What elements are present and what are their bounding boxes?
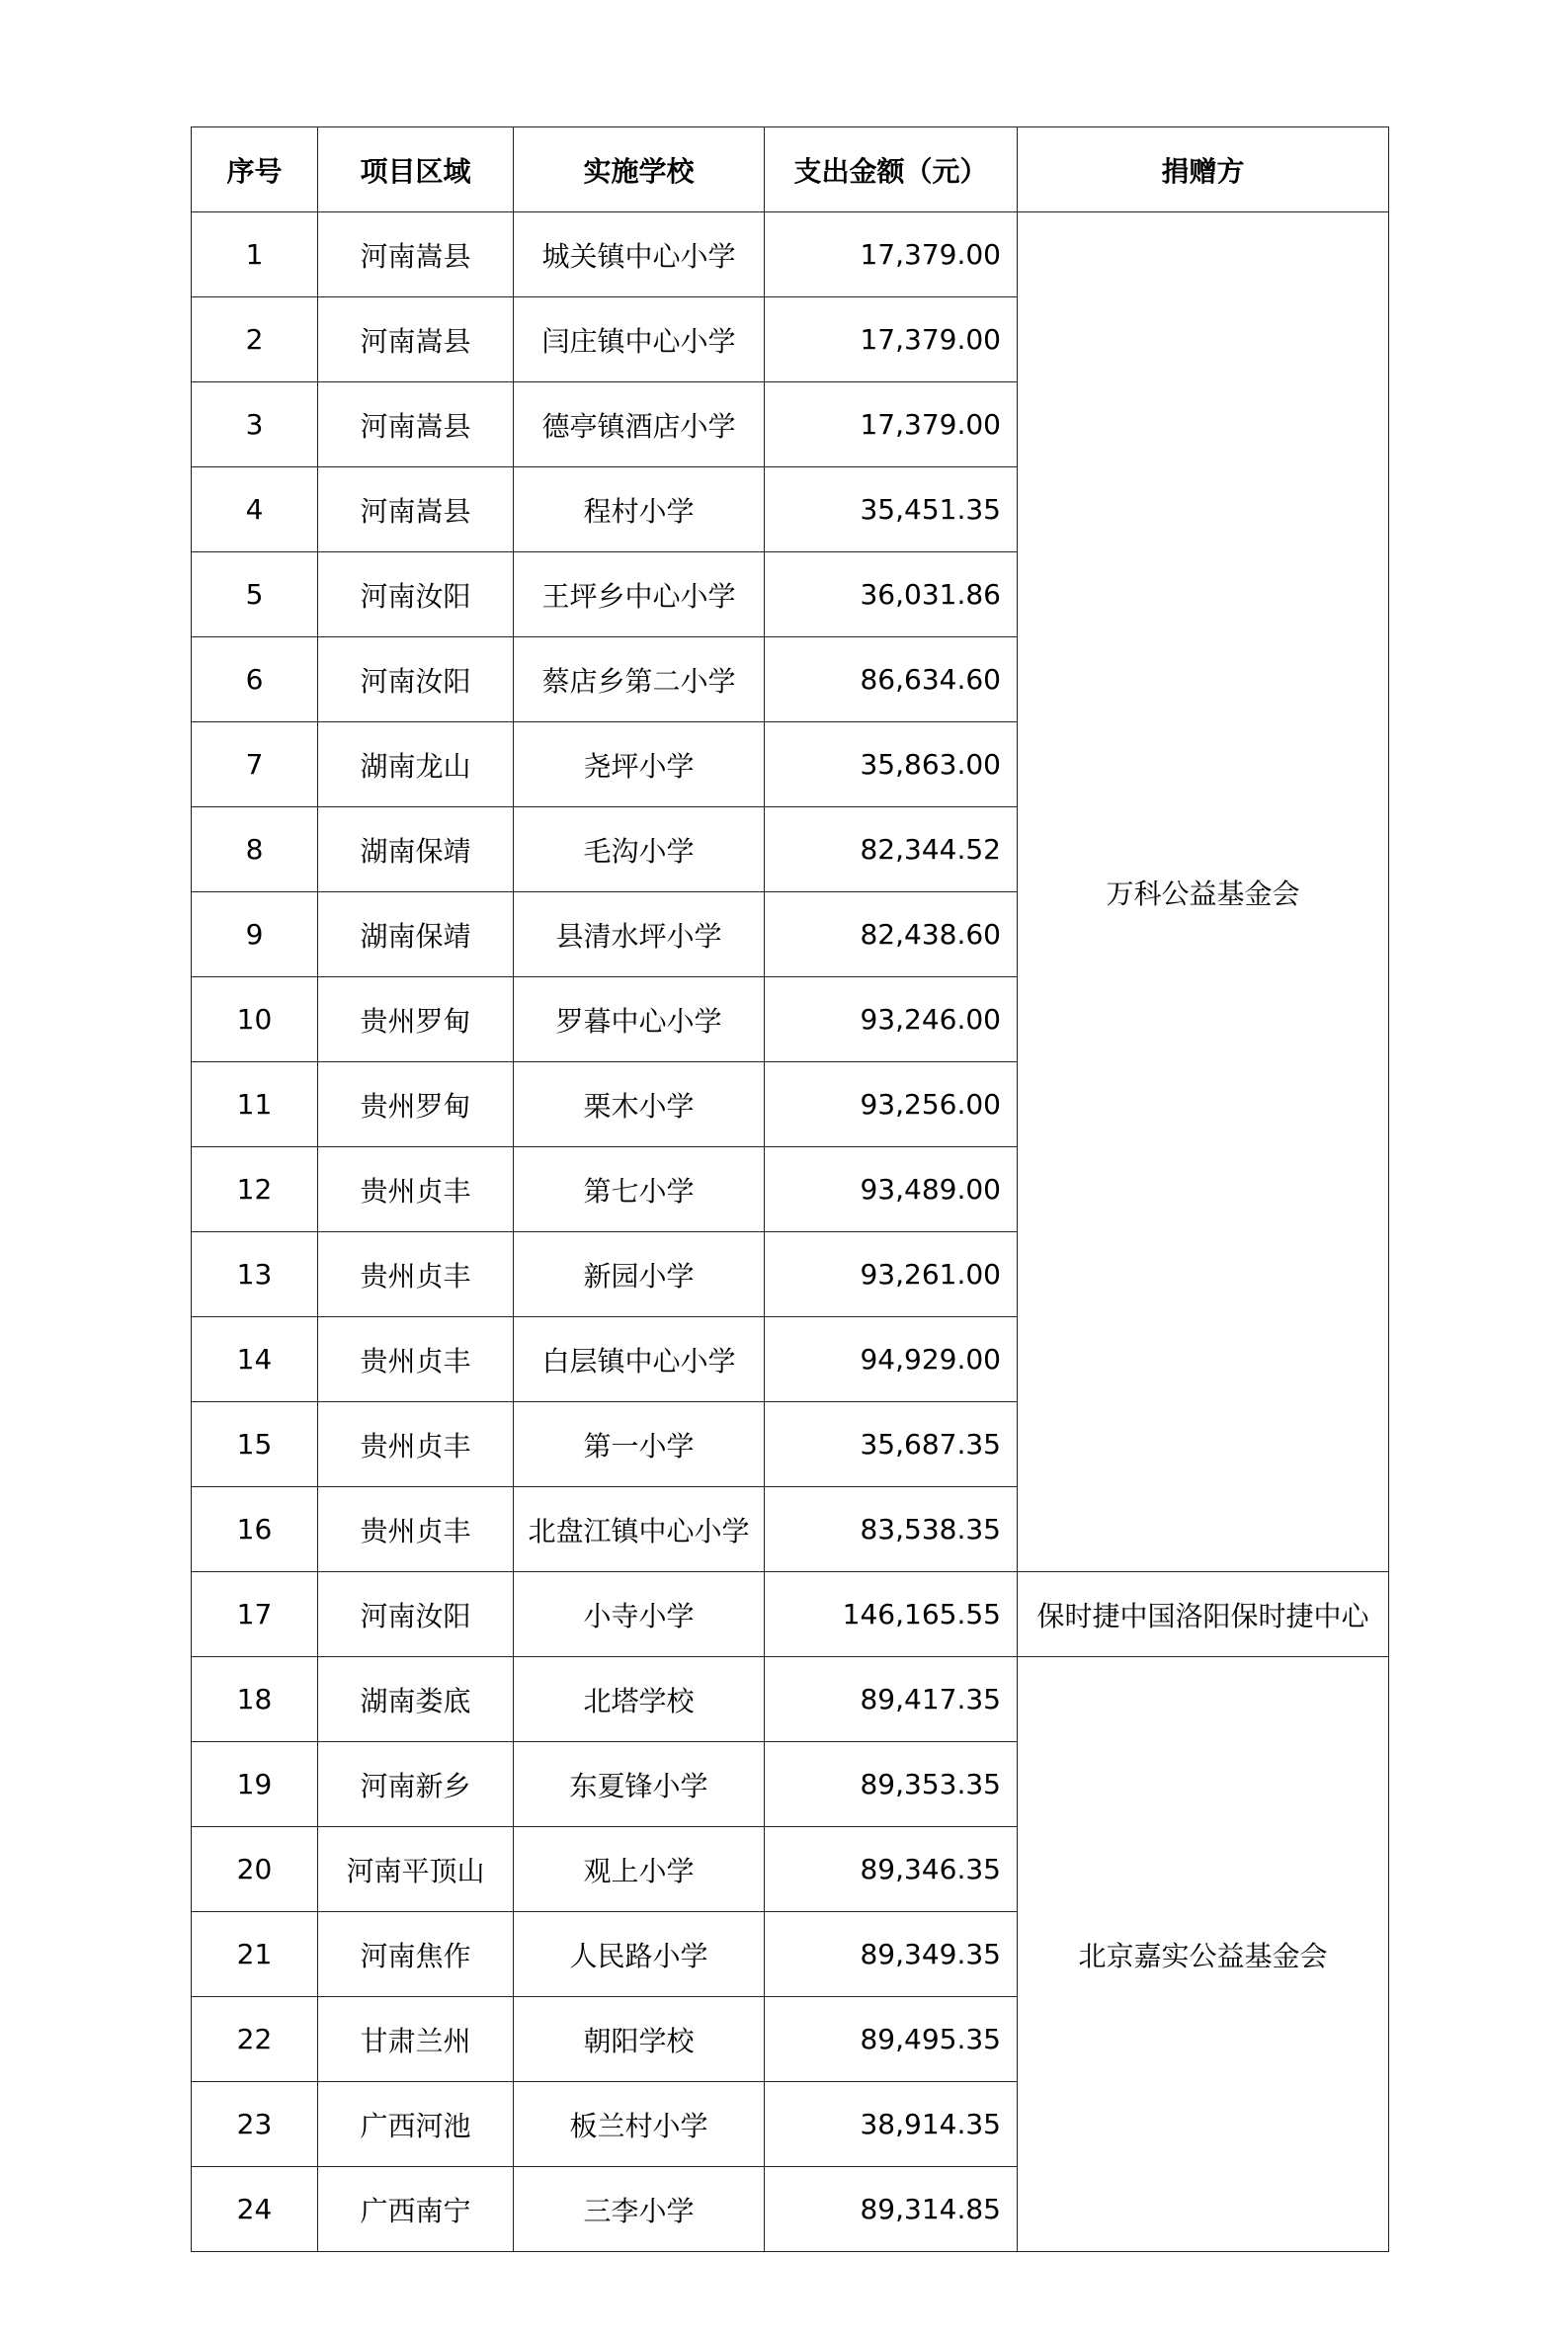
cell-index: 18 <box>192 1657 318 1742</box>
cell-index: 1 <box>192 212 318 297</box>
cell-index: 24 <box>192 2167 318 2252</box>
cell-school: 毛沟小学 <box>514 807 765 892</box>
cell-amount: 82,344.52 <box>765 807 1018 892</box>
cell-donor: 万科公益基金会 <box>1018 212 1389 1572</box>
header-row <box>192 127 1389 212</box>
cell-region: 贵州贞丰 <box>318 1317 514 1402</box>
cell-region: 贵州贞丰 <box>318 1487 514 1572</box>
cell-school: 罗暮中心小学 <box>514 977 765 1062</box>
cell-region: 湖南保靖 <box>318 892 514 977</box>
cell-region: 湖南娄底 <box>318 1657 514 1742</box>
cell-amount: 36,031.86 <box>765 552 1018 637</box>
cell-region: 河南嵩县 <box>318 382 514 467</box>
cell-region: 河南焦作 <box>318 1912 514 1997</box>
cell-amount: 146,165.55 <box>765 1572 1018 1657</box>
cell-school: 人民路小学 <box>514 1912 765 1997</box>
cell-index: 3 <box>192 382 318 467</box>
cell-index: 14 <box>192 1317 318 1402</box>
cell-region: 甘肃兰州 <box>318 1997 514 2082</box>
cell-donor: 北京嘉实公益基金会 <box>1018 1657 1389 2252</box>
cell-amount: 35,451.35 <box>765 467 1018 552</box>
cell-index: 5 <box>192 552 318 637</box>
cell-donor: 保时捷中国洛阳保时捷中心 <box>1018 1572 1389 1657</box>
table-row <box>192 1572 1389 1657</box>
cell-amount: 89,417.35 <box>765 1657 1018 1742</box>
cell-region: 河南汝阳 <box>318 552 514 637</box>
cell-index: 11 <box>192 1062 318 1147</box>
cell-school: 县清水坪小学 <box>514 892 765 977</box>
cell-amount: 89,314.85 <box>765 2167 1018 2252</box>
header-region: 项目区域 <box>318 127 514 212</box>
cell-region: 湖南龙山 <box>318 722 514 807</box>
cell-index: 8 <box>192 807 318 892</box>
cell-amount: 94,929.00 <box>765 1317 1018 1402</box>
cell-school: 程村小学 <box>514 467 765 552</box>
cell-school: 蔡店乡第二小学 <box>514 637 765 722</box>
cell-index: 21 <box>192 1912 318 1997</box>
cell-region: 河南汝阳 <box>318 1572 514 1657</box>
cell-index: 9 <box>192 892 318 977</box>
cell-school: 观上小学 <box>514 1827 765 1912</box>
cell-amount: 89,353.35 <box>765 1742 1018 1827</box>
cell-school: 第一小学 <box>514 1402 765 1487</box>
cell-region: 广西南宁 <box>318 2167 514 2252</box>
cell-school: 闫庄镇中心小学 <box>514 297 765 382</box>
table-row <box>192 212 1389 297</box>
cell-school: 栗木小学 <box>514 1062 765 1147</box>
cell-amount: 17,379.00 <box>765 212 1018 297</box>
cell-region: 贵州罗甸 <box>318 977 514 1062</box>
cell-school: 小寺小学 <box>514 1572 765 1657</box>
cell-amount: 89,495.35 <box>765 1997 1018 2082</box>
cell-region: 贵州贞丰 <box>318 1147 514 1232</box>
cell-amount: 17,379.00 <box>765 297 1018 382</box>
cell-school: 白层镇中心小学 <box>514 1317 765 1402</box>
cell-amount: 93,489.00 <box>765 1147 1018 1232</box>
cell-amount: 93,261.00 <box>765 1232 1018 1317</box>
cell-region: 河南嵩县 <box>318 467 514 552</box>
cell-school: 王坪乡中心小学 <box>514 552 765 637</box>
cell-amount: 82,438.60 <box>765 892 1018 977</box>
cell-amount: 35,687.35 <box>765 1402 1018 1487</box>
cell-school: 东夏锋小学 <box>514 1742 765 1827</box>
cell-index: 4 <box>192 467 318 552</box>
header-donor: 捐赠方 <box>1018 127 1389 212</box>
cell-region: 贵州罗甸 <box>318 1062 514 1147</box>
cell-index: 19 <box>192 1742 318 1827</box>
cell-amount: 93,246.00 <box>765 977 1018 1062</box>
cell-school: 三李小学 <box>514 2167 765 2252</box>
header-amount: 支出金额（元） <box>765 127 1018 212</box>
cell-index: 10 <box>192 977 318 1062</box>
cell-region: 河南新乡 <box>318 1742 514 1827</box>
cell-school: 北盘江镇中心小学 <box>514 1487 765 1572</box>
cell-amount: 93,256.00 <box>765 1062 1018 1147</box>
donation-expenditure-table <box>191 126 1389 2252</box>
cell-index: 22 <box>192 1997 318 2082</box>
cell-index: 13 <box>192 1232 318 1317</box>
cell-school: 北塔学校 <box>514 1657 765 1742</box>
cell-region: 广西河池 <box>318 2082 514 2167</box>
cell-index: 17 <box>192 1572 318 1657</box>
cell-school: 德亭镇酒店小学 <box>514 382 765 467</box>
cell-school: 尧坪小学 <box>514 722 765 807</box>
cell-region: 河南嵩县 <box>318 297 514 382</box>
cell-index: 23 <box>192 2082 318 2167</box>
cell-region: 湖南保靖 <box>318 807 514 892</box>
cell-amount: 89,346.35 <box>765 1827 1018 1912</box>
table-row <box>192 1657 1389 1742</box>
cell-school: 朝阳学校 <box>514 1997 765 2082</box>
cell-index: 7 <box>192 722 318 807</box>
cell-index: 2 <box>192 297 318 382</box>
cell-index: 15 <box>192 1402 318 1487</box>
cell-index: 6 <box>192 637 318 722</box>
cell-amount: 35,863.00 <box>765 722 1018 807</box>
cell-school: 新园小学 <box>514 1232 765 1317</box>
cell-school: 城关镇中心小学 <box>514 212 765 297</box>
cell-amount: 86,634.60 <box>765 637 1018 722</box>
cell-school: 板兰村小学 <box>514 2082 765 2167</box>
cell-index: 12 <box>192 1147 318 1232</box>
cell-index: 16 <box>192 1487 318 1572</box>
cell-amount: 17,379.00 <box>765 382 1018 467</box>
header-index: 序号 <box>192 127 318 212</box>
cell-region: 河南嵩县 <box>318 212 514 297</box>
cell-region: 河南平顶山 <box>318 1827 514 1912</box>
cell-index: 20 <box>192 1827 318 1912</box>
cell-school: 第七小学 <box>514 1147 765 1232</box>
cell-amount: 89,349.35 <box>765 1912 1018 1997</box>
cell-region: 贵州贞丰 <box>318 1402 514 1487</box>
cell-region: 贵州贞丰 <box>318 1232 514 1317</box>
header-school: 实施学校 <box>514 127 765 212</box>
cell-region: 河南汝阳 <box>318 637 514 722</box>
cell-amount: 38,914.35 <box>765 2082 1018 2167</box>
cell-amount: 83,538.35 <box>765 1487 1018 1572</box>
